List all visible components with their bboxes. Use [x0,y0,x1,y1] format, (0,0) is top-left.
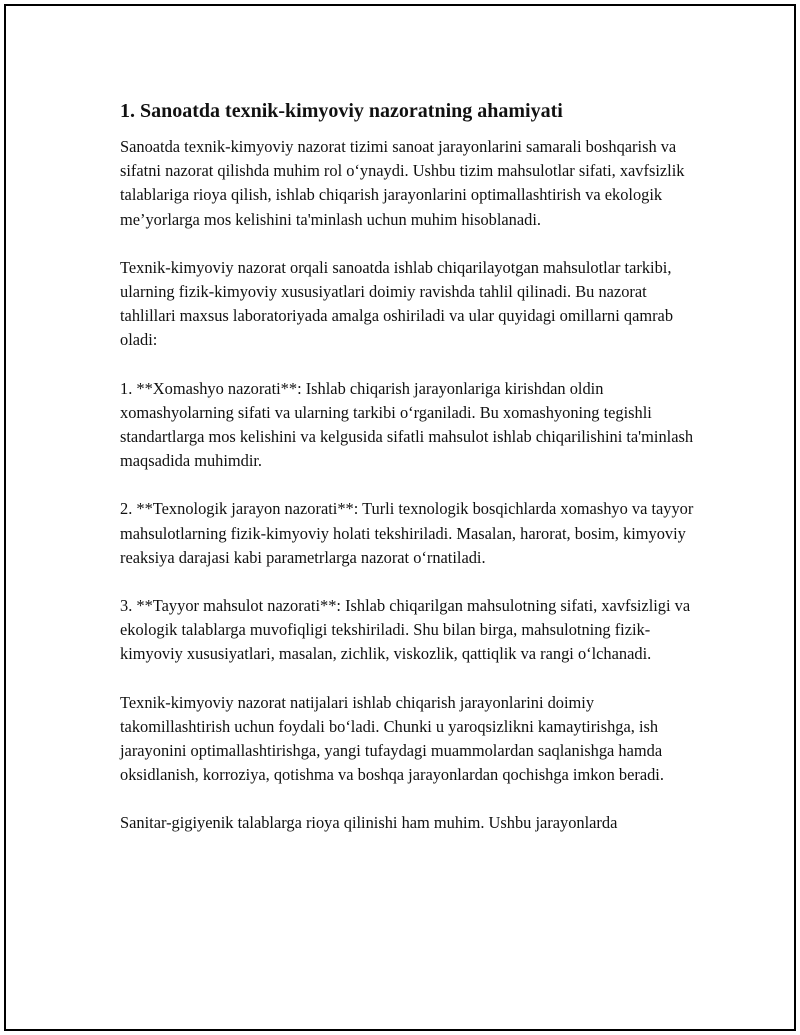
document-page [4,4,796,1031]
paragraph-analysis: Texnik-kimyoviy nazorat orqali sanoatda ishlab chiqarilayotgan mahsulotlar tarkibi, ularning fizik-kimyoviy xususiyatlari doimiy ravishda tahlil qilinadi. Bu nazorat tahlillari maxsus laboratoriyada amalga oshiriladi va ular quyidagi omillarni qamrab oladi: [120,257,674,350]
paragraph-results: Texnik-kimyoviy nazorat natijalari ishlab chiqarish jarayonlarini doimiy takomillashtirish uchun foydali bo‘ladi. Chunki u yaroqsizlikni kamaytirishga, ish jarayonini optimallashtirishga, yangi tufaydagi muammolardan saqlanishga hamda oksidlanish, korroziya, qotishma va boshqa jarayonlardan qochishga imkon beradi. [120,692,664,785]
paragraph-finished-product-control: 3. **Tayyor mahsulot nazorati**: Ishlab chiqarilgan mahsulotning sifati, xavfsizligi va ekologik talablarga muvofiqligi tekshiriladi. Shu bilan birga, mahsulotning fizik-kimyoviy xususiyatlari, masalan, zichlik, viskozlik, qattiqlik va rangi o‘lchanadi. [120,596,691,664]
paragraph-sanitary: Sanitar-gigiyenik talablarga rioya qilinishi ham muhim. Ushbu jarayonlarda [120,813,618,833]
paragraph-intro: Sanoatda texnik-kimyoviy nazorat tizimi sanoat jarayonlarini samarali boshqarish va sifatni nazorat qilishda muhim rol o‘ynaydi. Ushbu tizim mahsulotlar sifati, xavfsizlik talablariga rioya qilish, ishlab chiqarish jarayonlarini optimallashtirish va ekologik me’yorlarga mos kelishini ta'minlash uchun muhim hisoblanadi. [120,137,685,229]
section-heading: 1. Sanoatda texnik-kimyoviy nazoratning ahamiyati [120,100,563,122]
paragraph-process-control: 2. **Texnologik jarayon nazorati**: Turli texnologik bosqichlarda xomashyo va tayyor mahsulotlarning fizik-kimyoviy holati tekshiriladi. Masalan, harorat, bosim, kimyoviy reaksiya darajasi kabi parametrlarga nazorat o‘rnatiladi. [120,499,694,567]
document-body [120,98,698,836]
paragraph-raw-material-control: 1. **Xomashyo nazorati**: Ishlab chiqarish jarayonlariga kirishdan oldin xomashyolarning sifati va ularning tarkibi o‘rganiladi. Bu xomashyoning tegishli standartlarga mos kelishini va kelgusida sifatli mahsulot ishlab chiqarilishini ta'minlash maqsadida muhimdir. [120,378,694,471]
